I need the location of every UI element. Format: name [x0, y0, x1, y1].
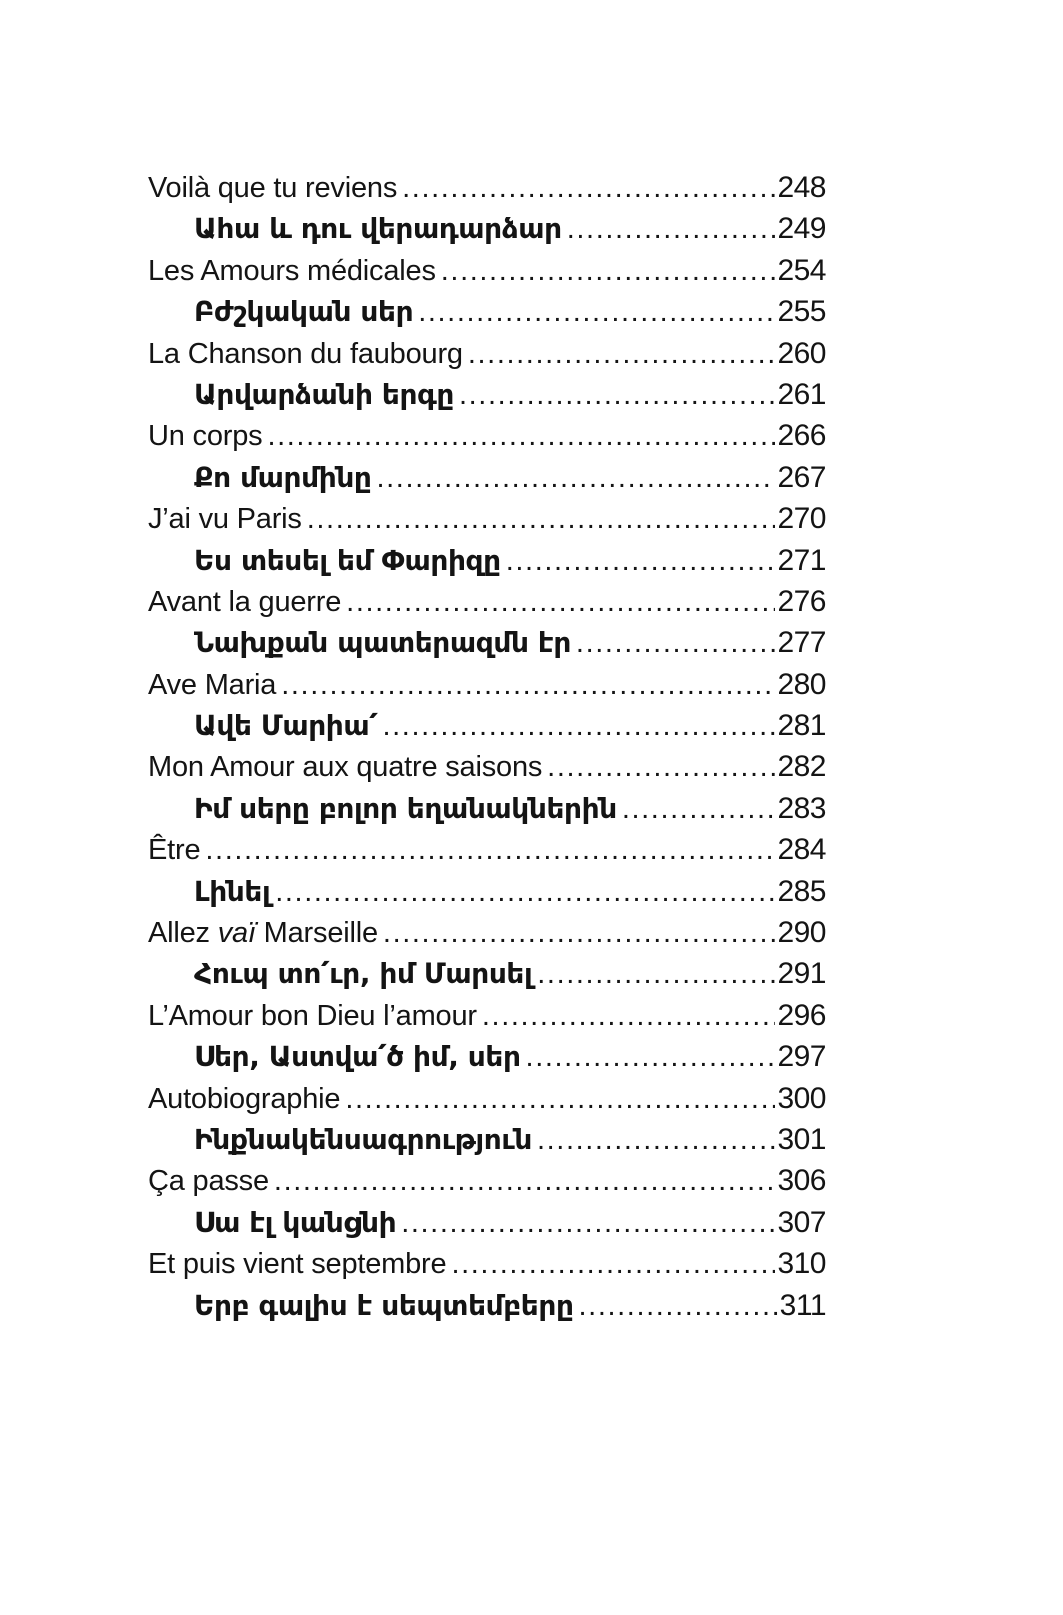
toc-entry-page-number: 267 [777, 460, 826, 494]
toc-entry-title [148, 913, 378, 954]
toc-entry [148, 1243, 826, 1284]
toc-entry [148, 1078, 826, 1119]
toc-entry [148, 1036, 826, 1077]
title-segment: Marseille [255, 917, 378, 950]
toc-entry-title: Ça passe [148, 1165, 269, 1198]
toc-entry-title: La Chanson du faubourg [148, 337, 463, 370]
toc-entry-page-number: 249 [777, 212, 826, 246]
dot-leader [576, 623, 776, 664]
toc-entry-page-number: 248 [777, 171, 826, 204]
title-segment: Allez [148, 917, 218, 950]
toc-entry-page-number: 306 [777, 1164, 826, 1198]
toc-entry [148, 1202, 826, 1243]
toc-entry-title: Ինքնակենսագրություն [194, 1122, 532, 1156]
toc-entry-page-number: 254 [777, 253, 826, 287]
dot-leader [383, 913, 776, 954]
toc-entry-page-number: 280 [777, 667, 826, 701]
toc-entry-title: Ավե Մարիա՛ [194, 709, 378, 743]
dot-leader [205, 830, 775, 871]
dot-leader [382, 706, 775, 747]
toc-entry [148, 1285, 826, 1326]
dot-leader [281, 665, 775, 706]
toc-list [148, 167, 826, 1326]
toc-entry [148, 705, 826, 746]
toc-entry-page-number: 296 [777, 998, 826, 1032]
dot-leader [459, 375, 775, 416]
toc-entry-page-number: 271 [777, 543, 826, 577]
toc-entry-page-number: 311 [779, 1288, 826, 1322]
toc-entry [148, 333, 826, 374]
dot-leader [547, 747, 775, 788]
dot-leader [579, 1286, 778, 1327]
toc-entry-title: Et puis vient septembre [148, 1248, 447, 1281]
toc-entry-page-number: 301 [777, 1122, 826, 1156]
dot-leader [402, 168, 775, 209]
toc-entry [148, 953, 826, 994]
toc-entry [148, 415, 826, 456]
toc-entry-title: Քո մարմինը [194, 460, 372, 494]
toc-entry [148, 374, 826, 415]
dot-leader [267, 416, 775, 457]
toc-entry [148, 540, 826, 581]
toc-entry [148, 498, 826, 539]
toc-entry-title: Avant la guerre [148, 585, 342, 618]
dot-leader [307, 499, 776, 540]
toc-entry-title: Լինել [194, 874, 271, 908]
toc-entry-page-number: 284 [777, 833, 826, 867]
toc-entry-page-number: 297 [777, 1040, 826, 1074]
toc-entry [148, 1119, 826, 1160]
dot-leader [482, 996, 776, 1037]
toc-entry-page-number: 277 [777, 626, 826, 660]
toc-entry-title: Voilà que tu reviens [148, 172, 398, 204]
toc-entry-title: Հուպ տո՛ւր, իմ Մարսել [194, 957, 533, 991]
toc-entry-title: Իմ սերը բոլոր եղանակներին [194, 791, 617, 825]
dot-leader [506, 541, 776, 582]
dot-leader [401, 1203, 775, 1244]
toc-entry-page-number: 276 [777, 584, 826, 618]
toc-entry-page-number: 270 [777, 502, 826, 536]
toc-entry-title: Ես տեսել եմ Փարիզը [194, 543, 501, 577]
toc-entry-title: Autobiographie [148, 1082, 341, 1115]
dot-leader [451, 1244, 775, 1285]
toc-entry-page-number: 300 [777, 1081, 826, 1115]
toc-entry-page-number: 266 [777, 419, 826, 453]
toc-entry-title: Սա էլ կանցնի [194, 1205, 397, 1239]
dot-leader [468, 334, 776, 375]
toc-entry [148, 291, 826, 332]
toc-entry [148, 581, 826, 622]
toc-entry-title: Un corps [148, 420, 263, 453]
dot-leader [376, 458, 775, 499]
toc-entry-title: Բժշկական սեր [194, 295, 414, 329]
toc-entry-page-number: 283 [777, 791, 826, 825]
toc-entry-page-number: 310 [777, 1247, 826, 1281]
toc-entry-page-number: 291 [777, 957, 826, 991]
toc-entry-title: Երբ գալիս է սեպտեմբերը [194, 1288, 574, 1322]
dot-leader [345, 1079, 775, 1120]
toc-entry-title: Նախքան պատերազմն էր [194, 626, 571, 660]
toc-entry-page-number: 282 [777, 750, 826, 784]
dot-leader [418, 292, 775, 333]
dot-leader [537, 1120, 775, 1161]
toc-entry [148, 829, 826, 870]
toc-entry-page-number: 290 [777, 916, 826, 950]
dot-leader [441, 251, 776, 292]
dot-leader [274, 1161, 776, 1202]
toc-entry [148, 1160, 826, 1201]
toc-entry-title: L’Amour bon Dieu l’amour [148, 999, 477, 1032]
title-segment: vaï [217, 917, 256, 950]
toc-entry-title: Être [148, 834, 201, 867]
toc-entry [148, 995, 826, 1036]
toc-entry-page-number: 255 [777, 295, 826, 329]
toc-entry-title: J’ai vu Paris [148, 503, 302, 536]
toc-entry [148, 457, 826, 498]
dot-leader [346, 582, 775, 623]
toc-entry-title: Ave Maria [148, 668, 277, 701]
toc-entry [148, 622, 826, 663]
toc-entry [148, 664, 826, 705]
toc-entry [148, 250, 826, 291]
toc-entry-title: Ահա և դու վերադարձար [194, 212, 562, 246]
toc-entry [148, 746, 826, 787]
dot-leader [537, 954, 775, 995]
toc-entry-page-number: 260 [777, 336, 826, 370]
toc-entry-page-number: 261 [777, 377, 826, 411]
toc-entry-page-number: 307 [777, 1205, 826, 1239]
toc-entry [148, 788, 826, 829]
toc-entry-title: Les Amours médicales [148, 254, 436, 287]
toc-entry [148, 871, 826, 912]
dot-leader [275, 872, 775, 913]
toc-entry-title: Mon Amour aux quatre saisons [148, 751, 543, 784]
dot-leader [526, 1037, 776, 1078]
dot-leader [567, 209, 776, 250]
toc-entry-title: Արվարձանի երգը [194, 377, 454, 411]
toc-entry-page-number: 285 [777, 874, 826, 908]
toc-entry-title: Սեր, Աստվա՛ծ իմ, սեր [194, 1040, 521, 1074]
toc-entry-page-number: 281 [777, 709, 826, 743]
dot-leader [622, 789, 776, 830]
toc-entry [148, 208, 826, 249]
toc-entry [148, 167, 826, 208]
toc-entry [148, 912, 826, 953]
